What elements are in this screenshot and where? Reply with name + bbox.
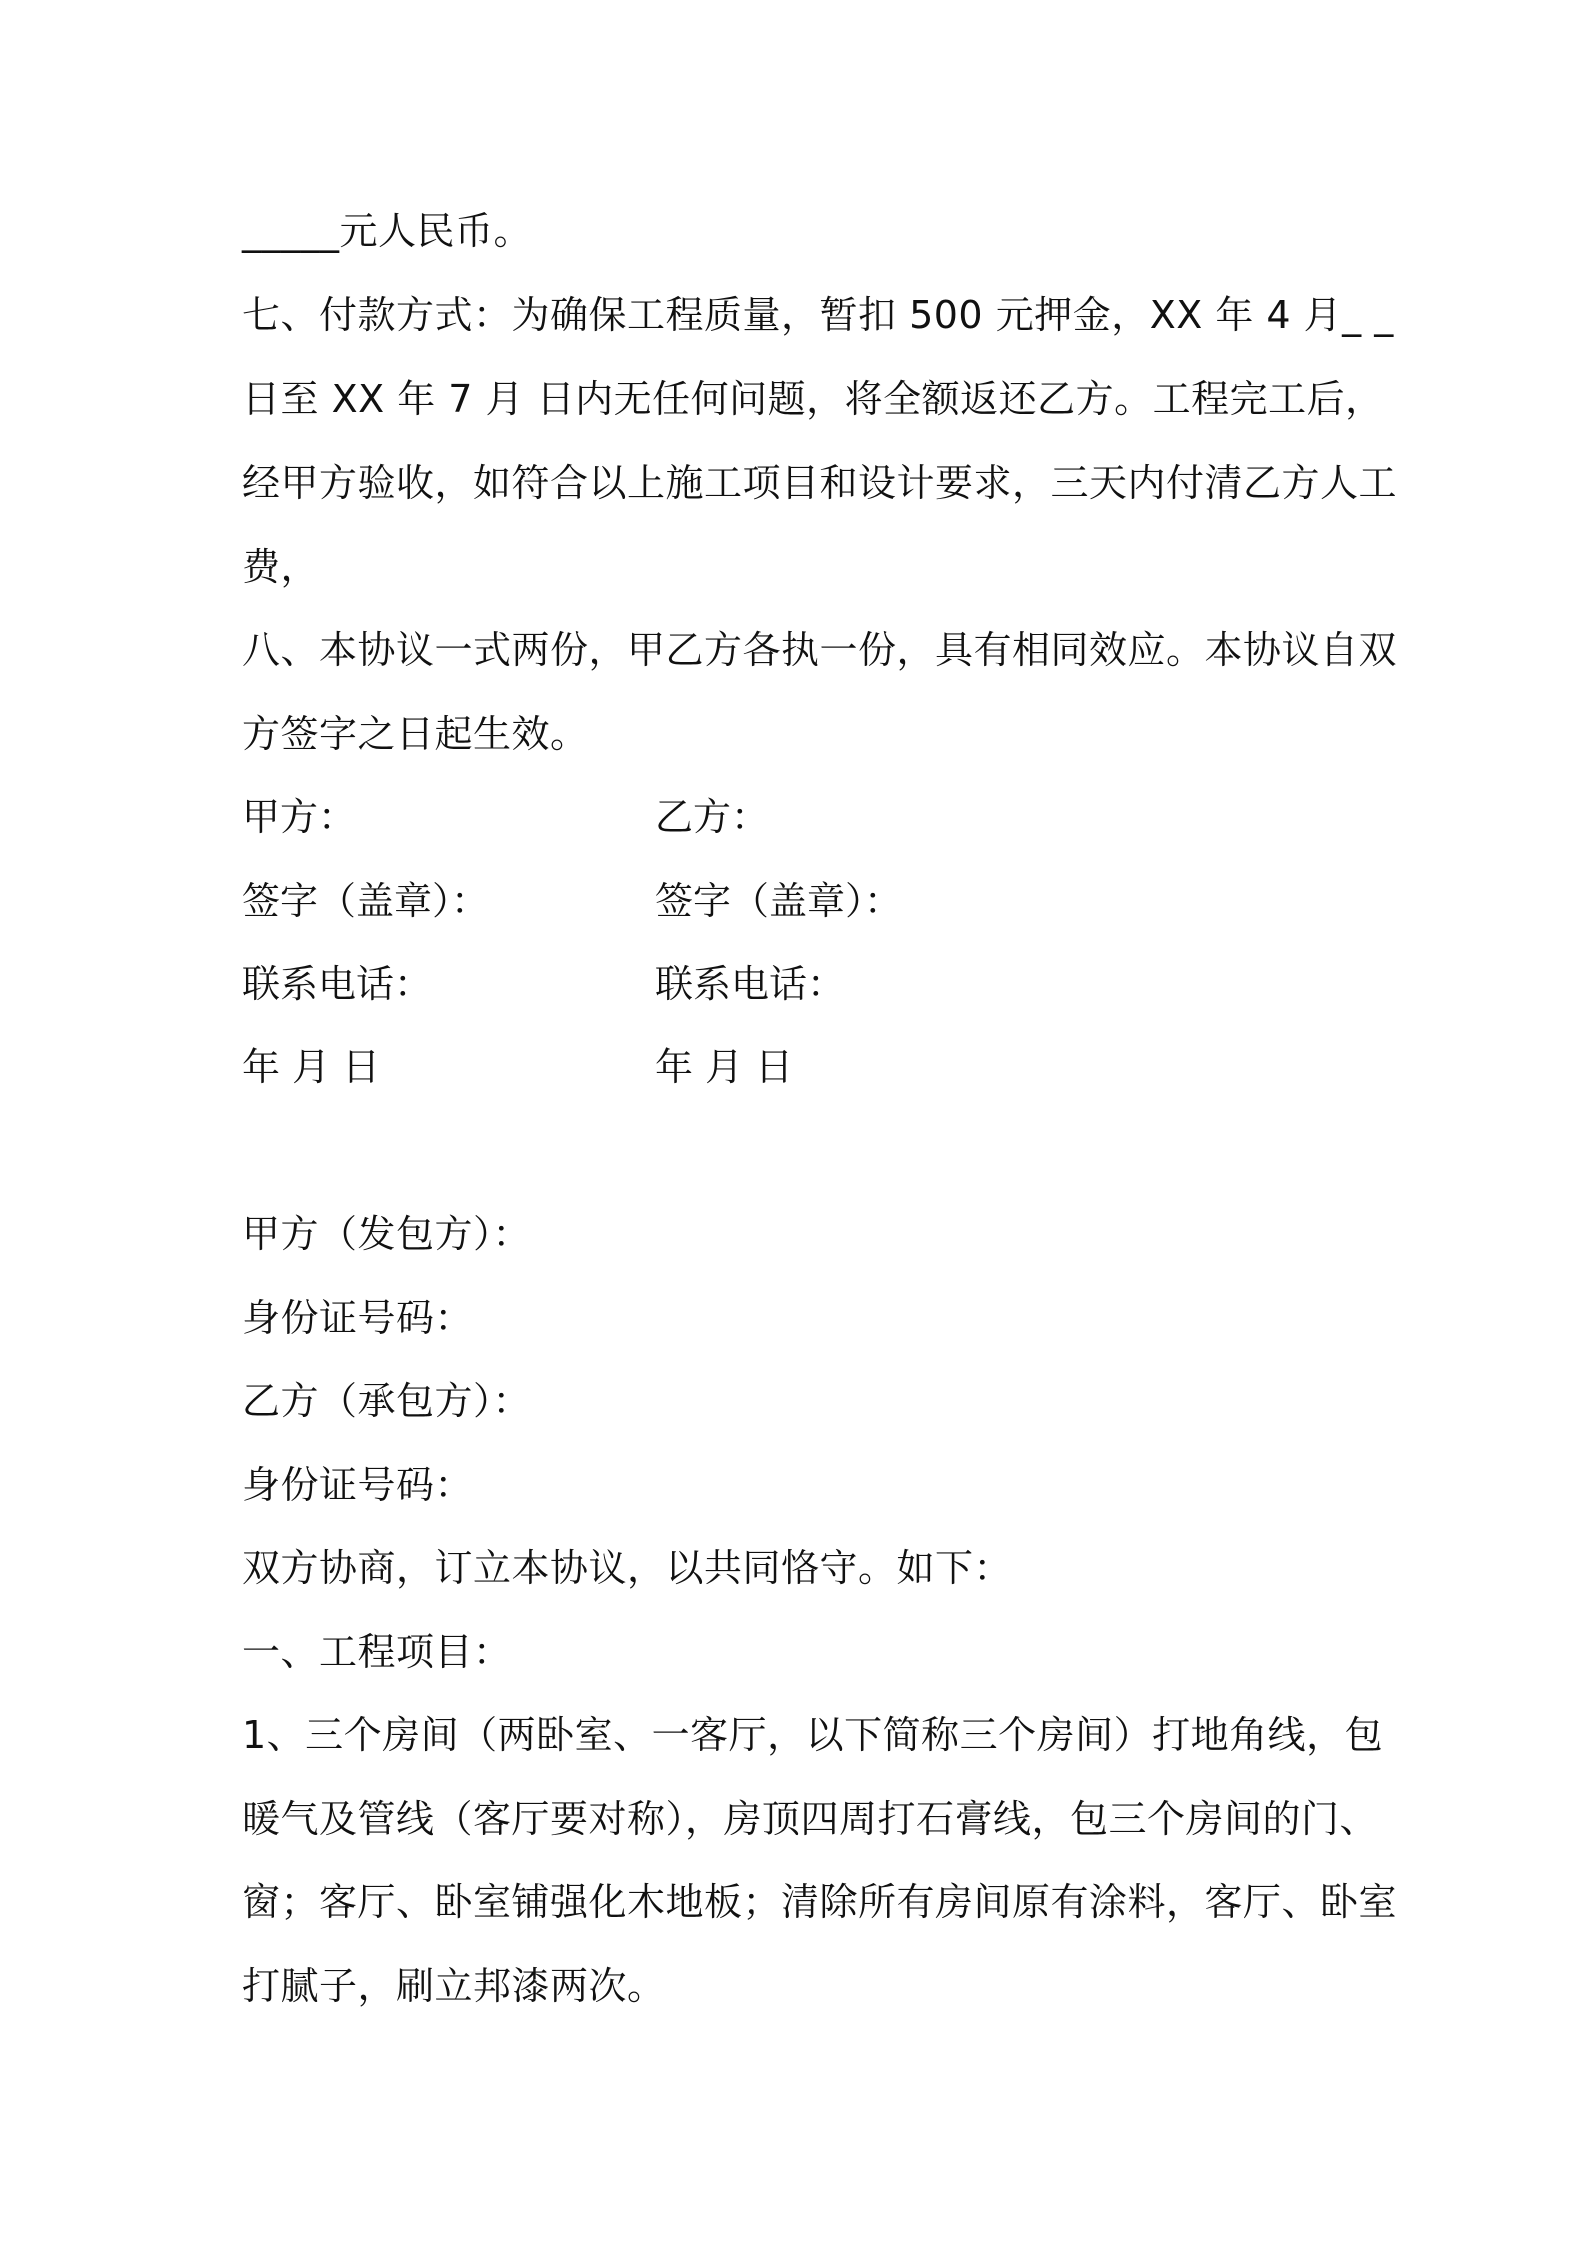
text-line-payment-3: 经甲方验收，如符合以上施工项目和设计要求，三天内付清乙方人工 [242, 461, 1398, 505]
text-line-consensus: 双方协商，订立本协议，以共同恪守。如下： [242, 1546, 1013, 1590]
text-line-project-4: 打腻子，刷立邦漆两次。 [242, 1964, 666, 2008]
party-a-date-label: 年 月 日 [242, 1045, 381, 1089]
text-line-agreement-2: 方签字之日起生效。 [242, 712, 589, 756]
party-b-signature-label: 签字（盖章）： [655, 879, 903, 923]
party-a-phone-label: 联系电话： [242, 962, 433, 1006]
text-line-party-b-id: 身份证号码： [242, 1463, 474, 1507]
text-line-agreement-1: 八、本协议一式两份，甲乙方各执一份，具有相同效应。本协议自双 [242, 628, 1398, 672]
text-line-payment-2: 日至 XX 年 7 月 日内无任何问题，将全额返还乙方。工程完工后， [242, 377, 1384, 421]
text-line-project-heading: 一、工程项目： [242, 1630, 512, 1674]
text-line-amount: _____元人民币。 [242, 209, 533, 253]
text-line-party-b-contractor: 乙方（承包方）： [242, 1379, 532, 1423]
text-line-project-1: 1、三个房间（两卧室、一客厅，以下简称三个房间）打地角线，包 [242, 1713, 1384, 1757]
text-line-party-a-id: 身份证号码： [242, 1296, 474, 1340]
text-line-project-2: 暖气及管线（客厅要对称），房顶四周打石膏线，包三个房间的门、 [242, 1797, 1379, 1841]
party-a-signature-label: 签字（盖章）： [242, 879, 490, 923]
text-line-payment-4: 费， [242, 545, 320, 589]
party-b-label: 乙方： [655, 795, 770, 839]
party-b-date-label: 年 月 日 [655, 1045, 794, 1089]
party-b-phone-label: 联系电话： [655, 962, 846, 1006]
party-a-label: 甲方： [242, 795, 357, 839]
text-line-project-3: 窗；客厅、卧室铺强化木地板；清除所有房间原有涂料，客厅、卧室 [242, 1880, 1398, 1924]
text-line-payment-1: 七、付款方式：为确保工程质量，暂扣 500 元押金，XX 年 4 月_ _ [242, 293, 1394, 337]
text-line-party-a-contractor: 甲方（发包方）： [242, 1212, 532, 1256]
